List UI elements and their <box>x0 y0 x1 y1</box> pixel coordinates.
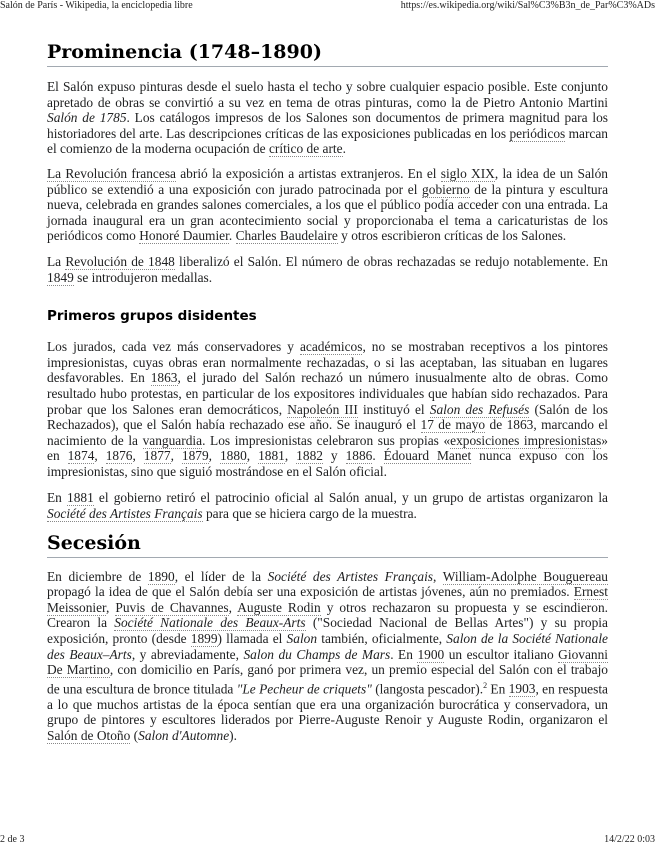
link-1880[interactable]: 1880 <box>219 448 247 464</box>
link-salon-de-otono[interactable]: Salón de Otoño <box>47 728 131 744</box>
text: , <box>433 568 443 584</box>
text: . En <box>390 646 418 662</box>
salon-dautomne: Salon d'Automne <box>138 728 230 744</box>
paragraph-primeros-2 <box>47 490 608 521</box>
link-critico-de-arte[interactable]: crítico de arte <box>268 141 343 157</box>
text: , <box>105 599 116 615</box>
link-1881-b[interactable]: 1881 <box>67 490 94 506</box>
text: , en respuesta a lo que muchos artistas de la época sentían que era una organización burocrática y conservadora, un grupo de pintores y escultores liderados por Pierre-Auguste Renoir y Auguste Rodin, organizaron el <box>47 681 608 728</box>
link-honore-daumier[interactable]: Honoré Daumier <box>139 228 229 244</box>
link-1903[interactable]: 1903 <box>508 681 536 697</box>
paragraph-prominencia-2 <box>47 166 608 244</box>
text: (Salón de los Rechazados), que el Salón había rechazado ese año. Se inauguró el <box>47 401 608 433</box>
text: » en <box>47 432 608 464</box>
text: liberalizó el Salón. El número de obras rechazadas se redujo notablemente. En <box>174 253 608 269</box>
text: también, oficialmente, <box>317 631 447 647</box>
print-header <box>0 0 655 12</box>
text: . <box>372 448 384 464</box>
text: Los jurados, cada vez más conservadores y <box>47 339 300 355</box>
text: . Los impresionistas celebraron sus propias « <box>202 432 451 448</box>
link-giovanni-de-martino[interactable]: Giovanni De Martino <box>47 646 609 678</box>
salon-official-name: Salon de la Société Nationale des Beaux–Arts <box>47 631 608 662</box>
text: nunca expuso con los impresionistas, sino que siguió mostrándose en el Salón oficial. <box>47 448 608 479</box>
text: , <box>284 448 297 464</box>
article-content <box>47 40 608 744</box>
text: ( <box>130 728 139 744</box>
text: (langosta pescador). <box>371 681 484 697</box>
text: y <box>322 448 346 464</box>
text: , <box>228 599 238 615</box>
text: propagó la idea de que el Salón debía ser una exposición de artistas jóvenes, aún no premiados. <box>47 584 574 600</box>
text: , y abreviadamente, <box>131 646 244 662</box>
text: un escultor italiano <box>444 646 559 662</box>
text: , <box>94 448 106 464</box>
text: , con domicilio en París, ganó por primera vez, un premio especial del Salón con el trabajo de una escultura de bronce titulada <box>47 662 608 697</box>
org-name: Société des Artistes Français <box>267 568 434 584</box>
link-revolucion-francesa[interactable]: La Revolución francesa <box>47 165 176 181</box>
text: El Salón expuso pinturas desde el suelo hasta el techo y sobre cualquier espacio posible. Este conjunto apretado de obras se convirtió a su vez en tema de otras pinturas, como la de Pietro Antonio Martini <box>47 79 608 110</box>
text: En <box>487 681 509 697</box>
link-1899[interactable]: 1899 <box>190 631 218 647</box>
link-siglo-xix[interactable]: siglo XIX <box>440 165 495 181</box>
link-exposiciones-impresionistas[interactable]: exposiciones impresionistas <box>450 432 602 448</box>
text: . Los catálogos impresos de los Salones son documentos de primera magnitud para los historiadores del arte. Las descripciones críticas de las exposiciones publicadas en los <box>47 110 608 141</box>
link-charles-baudelaire[interactable]: Charles Baudelaire <box>235 228 338 244</box>
link-1863[interactable]: 1863 <box>150 370 178 386</box>
paragraph-prominencia-1 <box>47 79 608 157</box>
link-ernest-meissonier[interactable]: Ernest Meissonier <box>47 584 608 615</box>
text: La <box>47 253 66 269</box>
text: , el líder de la <box>174 568 268 584</box>
text: En diciembre de <box>47 568 148 584</box>
print-timestamp: 14/2/22 0:03 <box>604 834 655 845</box>
link-academicos[interactable]: académicos <box>299 339 363 355</box>
link-bouguereau[interactable]: William-Adolphe Bouguereau <box>442 568 608 584</box>
painting-title: Salón de 1785 <box>47 110 127 126</box>
link-salon-des-refuses[interactable]: Salon des Refusés <box>429 401 530 417</box>
sculpture-title: "Le Pecheur de criquets" <box>236 681 372 697</box>
link-1849[interactable]: 1849 <box>47 269 74 285</box>
text: , <box>170 448 182 464</box>
link-1886[interactable]: 1886 <box>345 448 373 464</box>
link-1876[interactable]: 1876 <box>105 448 133 464</box>
link-edouard-manet[interactable]: Édouard Manet <box>383 448 472 464</box>
text: instituyó el <box>357 401 430 417</box>
text: y otros escribieron críticas de los Salones. <box>337 228 567 244</box>
text: y otros rechazaron su propuesta y se escindieron. Crearon la <box>47 599 608 631</box>
paragraph-prominencia-3 <box>47 254 608 285</box>
page-title: Salón de París - Wikipedia, la enciclopedia libre <box>0 0 193 11</box>
text: . <box>342 141 346 157</box>
link-vanguardia[interactable]: vanguardia <box>142 432 203 448</box>
text: el gobierno retiró el patrocinio oficial al Salón anual, y un grupo de artistas organizaron la <box>93 490 608 506</box>
text: , <box>132 448 144 464</box>
link-1879[interactable]: 1879 <box>181 448 209 464</box>
text: ("Sociedad Nacional de Bellas Artes") y su propia exposición, pronto (desde <box>47 615 608 647</box>
text: abrió la exposición a artistas extranjeros. En el <box>175 165 441 181</box>
link-1890[interactable]: 1890 <box>147 568 175 584</box>
text: En <box>47 490 68 506</box>
link-societe-nationale[interactable]: Société Nationale des Beaux-Arts <box>114 615 306 631</box>
link-auguste-rodin[interactable]: Auguste Rodin <box>237 599 321 615</box>
section-heading-prominencia: Prominencia (1748–1890) <box>47 40 608 67</box>
link-napoleon-iii[interactable]: Napoleón III <box>287 401 358 417</box>
link-societe-des-artistes-francais[interactable]: Société des Artistes Français <box>47 506 203 522</box>
salon-short-name: Salon du Champs de Mars <box>243 646 391 662</box>
paragraph-secesion-1 <box>47 569 608 744</box>
text: ) llamada el <box>217 631 287 647</box>
link-revolucion-de-1848[interactable]: Revolución de 1848 <box>65 253 175 269</box>
text: ). <box>229 728 237 744</box>
link-puvis-de-chavannes[interactable]: Puvis de Chavannes <box>115 599 229 615</box>
subsection-heading-primeros-grupos: Primeros grupos disidentes <box>47 308 257 325</box>
text: , el jurado del Salón rechazó un número inusualmente alto de obras. Como resultado hubo protestas, en particular de los expositores individuales que habían sido rechazados. Para probar que los Salones eran democráticos, <box>47 370 608 417</box>
text: , <box>208 448 220 464</box>
text: , no se mostraban receptivos a los pintores impresionistas, cuyas obras eran normalmente rechazadas, o si las aceptaban, las situaban en lugares desfavorables. En <box>47 339 608 386</box>
text: marcan el comienzo de la moderna ocupación de <box>47 125 609 157</box>
link-1877[interactable]: 1877 <box>143 448 171 464</box>
reference-superscript[interactable]: 2 <box>483 680 488 690</box>
link-1881[interactable]: 1881 <box>258 448 285 464</box>
link-periodicos[interactable]: periódicos <box>509 125 566 141</box>
text: , la idea de un Salón público se extendió a una exposición con jurado patrocinada por el <box>47 165 608 197</box>
text: de 1863, marcando el nacimiento de la <box>47 417 608 448</box>
text: de la pintura y escultura nueva, celebrada en grandes salones comerciales, a los que el público podía acceder con una entrada. La jornada inaugural era un gran acontecimiento social y proporcionaba el tema a caricaturistas de los periódicos como <box>47 181 609 244</box>
page-url: https://es.wikipedia.org/wiki/Sal%C3%B3n_de_Par%C3%ADs <box>400 0 655 11</box>
link-1900[interactable]: 1900 <box>417 646 445 662</box>
text: para que se hiciera cargo de la muestra. <box>202 506 417 522</box>
salon-name: Salon <box>286 631 318 647</box>
page-number: 2 de 3 <box>0 834 25 845</box>
text: . <box>228 228 236 244</box>
print-footer <box>0 834 655 846</box>
section-heading-secesion: Secesión <box>47 531 608 558</box>
link-1882[interactable]: 1882 <box>296 448 323 464</box>
paragraph-primeros-1 <box>47 339 608 479</box>
link-17-de-mayo[interactable]: 17 de mayo <box>420 417 486 433</box>
link-gobierno[interactable]: gobierno <box>422 181 470 197</box>
text: , <box>246 448 259 464</box>
text: se introdujeron medallas. <box>73 269 213 285</box>
link-1874[interactable]: 1874 <box>67 448 95 464</box>
